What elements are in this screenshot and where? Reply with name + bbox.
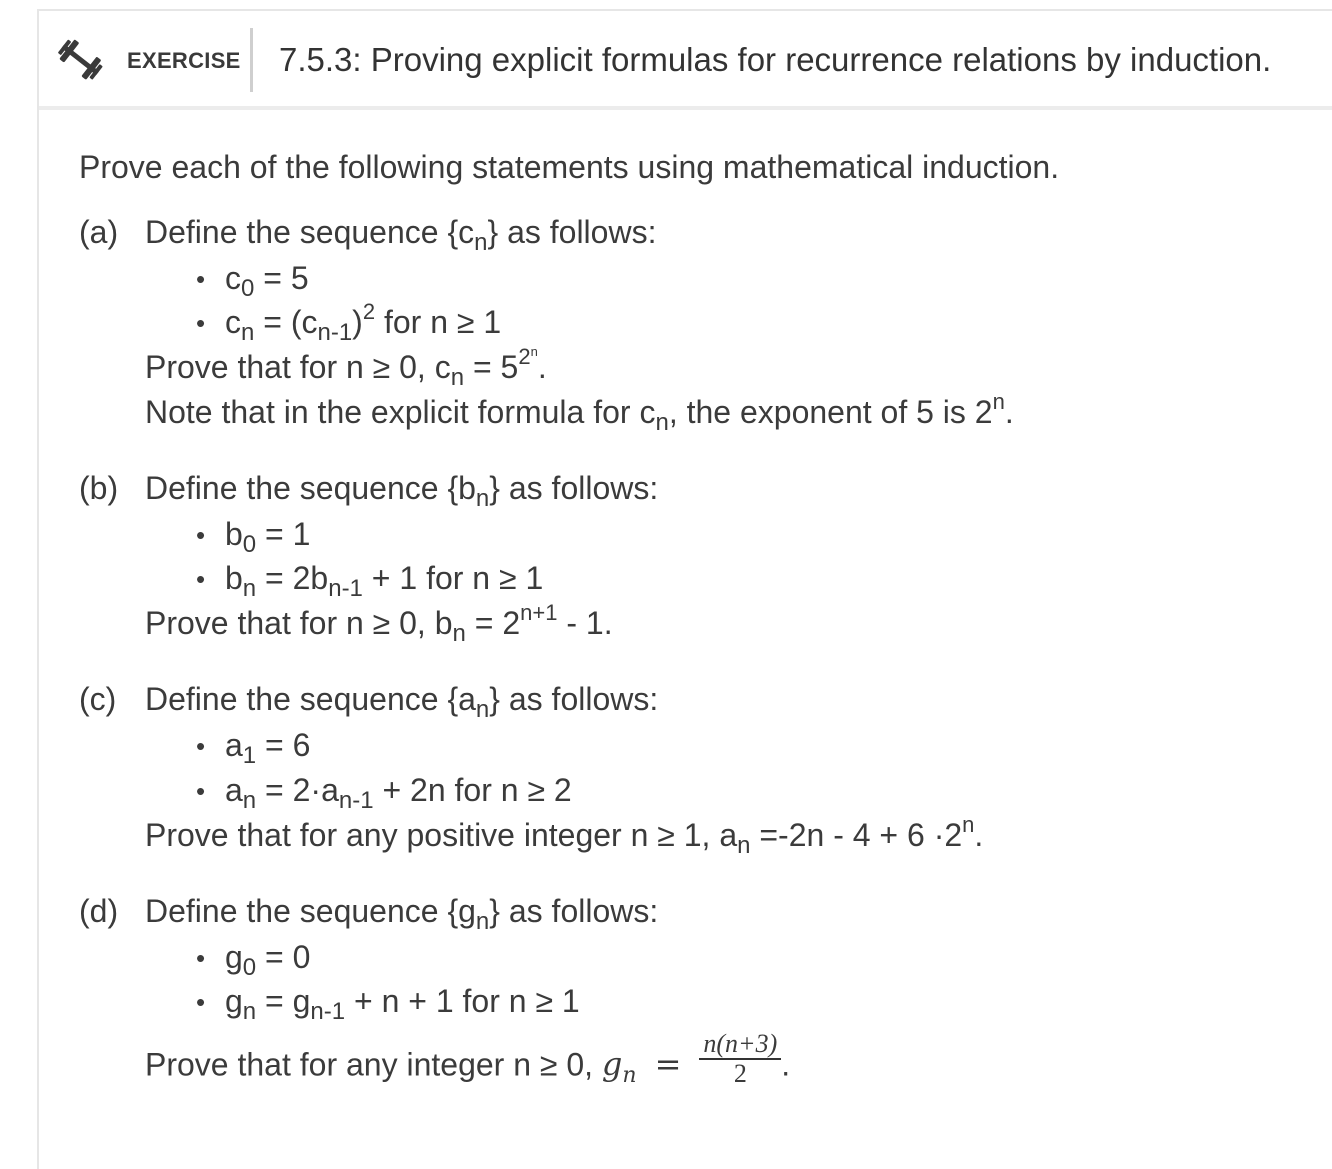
exercise-label: EXERCISE	[127, 48, 241, 73]
bullet-icon: •	[196, 987, 206, 1017]
part-b-letter: (b)	[79, 470, 119, 506]
part-d-base-case: $g_0 = 0$	[225, 939, 311, 981]
math-variable-g: $g_n$	[601, 1045, 637, 1089]
part-d-letter: (d)	[79, 893, 119, 929]
part-a-recurrence: $c_n = (c_{n-1})^2$ for n ≥ 1	[225, 299, 502, 346]
part-c-base-case: $a_1 = 6$	[225, 727, 311, 769]
part-a-note: Note that in the explicit formula for $c_n$, the exponent of 5 is 2$^n$.	[145, 389, 1014, 436]
part-b-recurrence: $b_n = 2b_{n-1} + 1$ for n ≥ 1	[225, 560, 544, 602]
part-b-definition: Define the sequence $\{b_n\}$ as follows:	[145, 470, 659, 512]
part-d-definition: Define the sequence $\{g_n\}$ as follows:	[145, 893, 659, 935]
fraction: $\frac{n(n+3)}{2}$	[699, 1030, 781, 1088]
bullet-icon: •	[196, 943, 206, 973]
bullet-icon: •	[196, 731, 206, 761]
part-b-base-case: $b_0 = 1$	[225, 516, 311, 558]
part-a-base-case: $c_0 = 5$	[225, 260, 309, 302]
part-c-recurrence: $a_n = 2\cdot a_{n-1} + 2n$ for n ≥ 2	[225, 772, 572, 814]
bullet-icon: •	[196, 520, 206, 550]
part-c-letter: (c)	[79, 681, 117, 717]
part-a-definition: Define the sequence $\{c_n\}$ as follows:	[145, 214, 657, 256]
bullet-icon: •	[196, 264, 206, 294]
header-divider	[250, 28, 253, 92]
bullet-icon: •	[196, 308, 206, 338]
bullet-icon: •	[196, 564, 206, 594]
intro-text: Prove each of the following statements using mathematical induction.	[79, 149, 1060, 185]
part-b-prove: Prove that for n ≥ 0, $b_n = 2^{n+1} - 1$.	[145, 600, 613, 647]
part-a-letter: (a)	[79, 214, 119, 250]
barbell-icon	[56, 39, 104, 81]
part-a-prove: Prove that for n ≥ 0, $c_n = 5^{2^n}$.	[145, 344, 547, 391]
part-d-recurrence: $g_n = g_{n-1} + n + 1$ for n ≥ 1	[225, 983, 580, 1025]
exercise-title: 7.5.3: Proving explicit formulas for recurrence relations by induction.	[279, 41, 1272, 78]
part-c-prove: Prove that for any positive integer n ≥ 1, $a_n =-2n - 4 + 6 \cdot 2^n$.	[145, 812, 984, 859]
exercise-header	[39, 11, 1332, 110]
part-d-prove: Prove that for any integer n ≥ 0, $g_n$ = $\frac{n(n+3)}{2}$ .	[145, 1029, 791, 1089]
bullet-icon: •	[196, 776, 206, 806]
part-c-definition: Define the sequence $\{a_n\}$ as follows:	[145, 681, 659, 723]
